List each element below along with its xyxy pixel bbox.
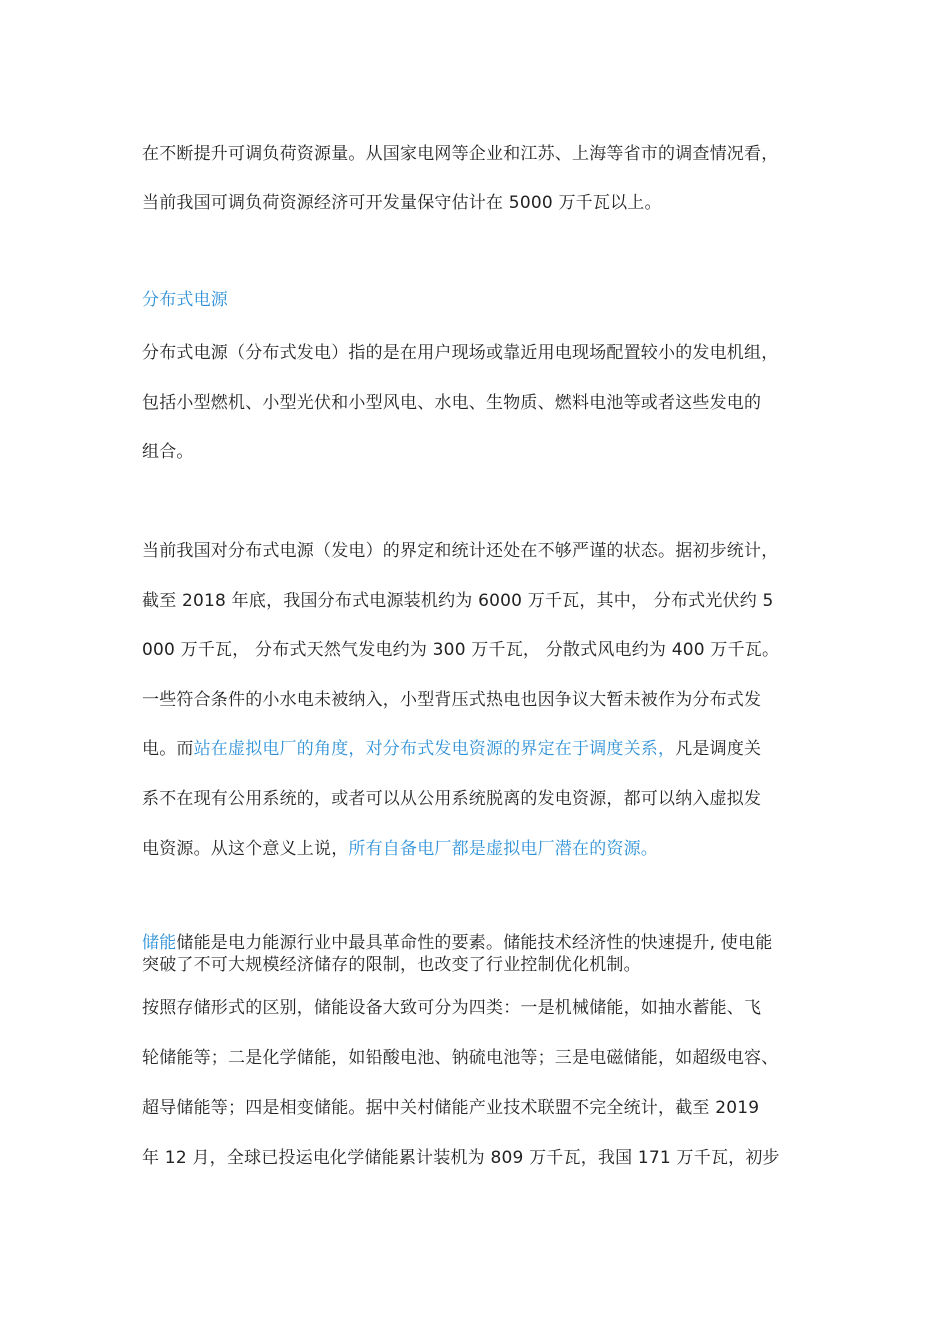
storage-line-2: 突破了不可大规模经济储存的限制，也改变了行业控制优化机制。 — [142, 955, 641, 975]
text-run: 电资源。从这个意义上说， — [142, 839, 349, 859]
storage-p-line-2: 轮储能等；二是化学储能，如铅酸电池、钠硫电池等；三是电磁储能，如超级电容、 — [142, 1048, 779, 1068]
distributed-p1-line-3: 组合。 — [142, 442, 194, 462]
distributed-p2-line-4: 一些符合条件的小水电未被纳入，小型背压式热电也因争议大暂未被作为分布式发 — [142, 690, 762, 710]
distributed-p2-line-1: 当前我国对分布式电源（发电）的界定和统计还处在不够严谨的状态。据初步统计， — [142, 541, 779, 561]
intro-line-1: 在不断提升可调负荷资源量。从国家电网等企业和江苏、上海等省市的调查情况看， — [142, 144, 779, 164]
intro-line-2: 当前我国可调负荷资源经济可开发量保守估计在 5000 万千瓦以上。 — [142, 193, 662, 213]
distributed-p1-line-1: 分布式电源（分布式发电）指的是在用户现场或靠近用电现场配置较小的发电机组， — [142, 343, 779, 363]
text-run: 储能是电力能源行业中最具革命性的要素。储能技术经济性的快速提升, 使电能 — [176, 933, 773, 953]
distributed-p2-line-5 — [142, 737, 832, 761]
storage-p-line-1: 按照存储形式的区别，储能设备大致可分为四类：一是机械储能，如抽水蓄能、飞 — [142, 998, 762, 1018]
highlighted-text: 所有自备电厂都是虚拟电厂潜在的资源。 — [348, 839, 659, 859]
distributed-p1-line-2: 包括小型燃机、小型光伏和小型风电、水电、生物质、燃料电池等或者这些发电的 — [142, 393, 762, 413]
highlighted-text: 站在虚拟电厂的角度，对分布式发电资源的界定在于调度关系， — [193, 739, 676, 759]
text-run: 电。而 — [142, 739, 194, 759]
distributed-p2-line-7 — [142, 837, 832, 861]
section-heading-distributed: 分布式电源 — [142, 290, 228, 310]
storage-p-line-3: 超导储能等；四是相变储能。据中关村储能产业技术联盟不完全统计，截至 2019 — [142, 1098, 760, 1118]
distributed-p2-line-2: 截至 2018 年底，我国分布式电源装机约为 6000 万千瓦，其中， 分布式光伏约 5 — [142, 591, 774, 611]
storage-line-1 — [142, 933, 832, 953]
distributed-p2-line-6: 系不在现有公用系统的，或者可以从公用系统脱离的发电资源，都可以纳入虚拟发 — [142, 789, 762, 809]
distributed-p2-line-3: 000 万千瓦， 分布式天然气发电约为 300 万千瓦， 分散式风电约为 400 万千瓦。 — [142, 640, 780, 660]
storage-p-line-4: 年 12 月，全球已投运电化学储能累计装机为 809 万千瓦，我国 171 万千瓦，初步 — [142, 1148, 780, 1168]
section-heading-storage: 储能 — [142, 933, 177, 953]
text-run: 凡是调度关 — [675, 739, 762, 759]
